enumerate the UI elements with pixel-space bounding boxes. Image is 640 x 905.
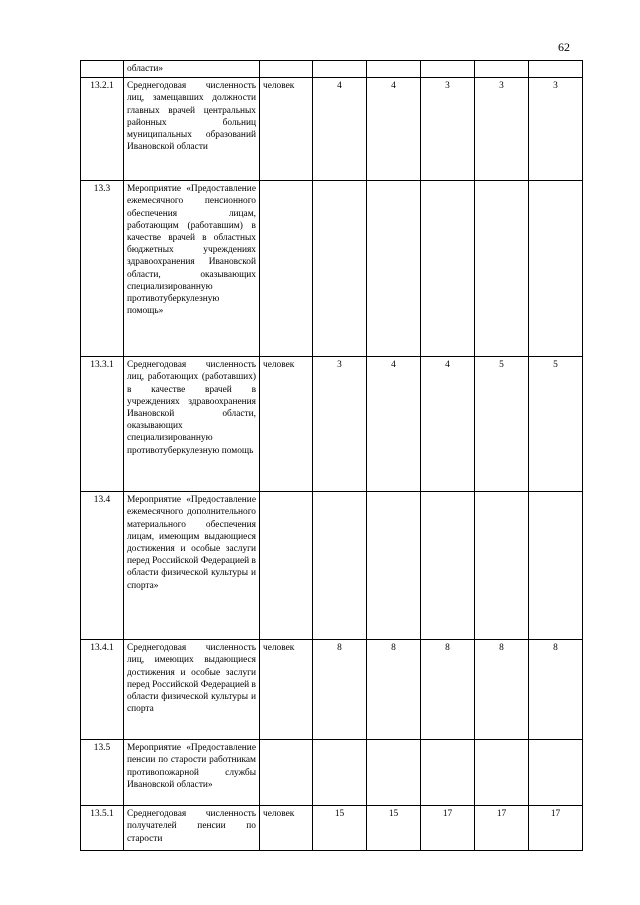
row-value: 17 — [421, 806, 475, 851]
table-row — [81, 181, 583, 357]
row-unit: человек — [260, 78, 313, 181]
row-value: 17 — [475, 806, 529, 851]
row-number: 13.4.1 — [81, 640, 124, 740]
table-row — [81, 640, 583, 740]
row-value: 8 — [529, 640, 583, 740]
row-value — [367, 181, 421, 357]
row-number: 13.5.1 — [81, 806, 124, 851]
row-value — [421, 61, 475, 78]
row-unit: человек — [260, 806, 313, 851]
row-value — [367, 492, 421, 640]
row-value: 3 — [529, 78, 583, 181]
row-unit — [260, 61, 313, 78]
row-value — [313, 492, 367, 640]
row-value: 3 — [421, 78, 475, 181]
row-description: Мероприятие «Предоставление пенсии по старости работникам противопожарной службы Ивановской области» — [124, 740, 260, 806]
row-value — [313, 181, 367, 357]
row-value — [475, 492, 529, 640]
row-value — [529, 492, 583, 640]
row-value: 15 — [367, 806, 421, 851]
row-value — [421, 740, 475, 806]
row-value: 5 — [475, 357, 529, 492]
row-unit: человек — [260, 640, 313, 740]
page-number: 62 — [558, 40, 570, 54]
row-unit — [260, 740, 313, 806]
row-number: 13.3.1 — [81, 357, 124, 492]
row-value — [529, 61, 583, 78]
table-row — [81, 357, 583, 492]
row-value: 8 — [421, 640, 475, 740]
table-row — [81, 61, 583, 78]
table-body — [81, 61, 583, 851]
row-unit — [260, 492, 313, 640]
row-value — [367, 61, 421, 78]
table-row — [81, 806, 583, 851]
row-description: Мероприятие «Предоставление ежемесячного пенсионного обеспечения лицам, работающим (работавшим) в качестве врачей в областных бюджетных учреждениях здравоохранения Ивановской области, оказывающих специализированную противотуберкулезную помощь» — [124, 181, 260, 357]
row-number: 13.4 — [81, 492, 124, 640]
row-value — [313, 740, 367, 806]
row-value — [475, 181, 529, 357]
row-value: 5 — [529, 357, 583, 492]
row-value: 4 — [313, 78, 367, 181]
row-unit — [260, 181, 313, 357]
table-row — [81, 740, 583, 806]
row-value — [421, 181, 475, 357]
row-value: 17 — [529, 806, 583, 851]
row-value — [529, 181, 583, 357]
row-number: 13.5 — [81, 740, 124, 806]
row-unit: человек — [260, 357, 313, 492]
row-value: 3 — [475, 78, 529, 181]
row-description: Мероприятие «Предоставление ежемесячного дополнительного материального обеспечения лицам, имеющим выдающиеся достижения и особые заслуги перед Российской Федерацией в области физической культуры и спорта» — [124, 492, 260, 640]
row-value — [475, 61, 529, 78]
row-description: Среднегодовая численность лиц, работающих (работавших) в качестве врачей в учреждениях здравоохранения Ивановской области, оказывающих специализированную противотуберкулезную помощь — [124, 357, 260, 492]
row-value — [367, 740, 421, 806]
row-number — [81, 61, 124, 78]
indicators-table — [80, 60, 583, 851]
row-value — [421, 492, 475, 640]
row-description: Среднегодовая численность получателей пенсии по старости — [124, 806, 260, 851]
row-description: области» — [124, 61, 260, 78]
table-row — [81, 78, 583, 181]
row-description: Среднегодовая численность лиц, имеющих выдающиеся достижения и особые заслуги перед Российской Федерацией в области физической культуры и спорта — [124, 640, 260, 740]
row-value — [529, 740, 583, 806]
row-value: 4 — [367, 357, 421, 492]
row-value: 4 — [421, 357, 475, 492]
row-value — [313, 61, 367, 78]
row-number: 13.2.1 — [81, 78, 124, 181]
row-value — [475, 740, 529, 806]
row-value: 3 — [313, 357, 367, 492]
row-number: 13.3 — [81, 181, 124, 357]
row-value: 15 — [313, 806, 367, 851]
row-value: 4 — [367, 78, 421, 181]
row-value: 8 — [313, 640, 367, 740]
row-description: Среднегодовая численность лиц, замещавших должности главных врачей центральных районных больниц муниципальных образований Ивановской области — [124, 78, 260, 181]
row-value: 8 — [367, 640, 421, 740]
row-value: 8 — [475, 640, 529, 740]
table-row — [81, 492, 583, 640]
